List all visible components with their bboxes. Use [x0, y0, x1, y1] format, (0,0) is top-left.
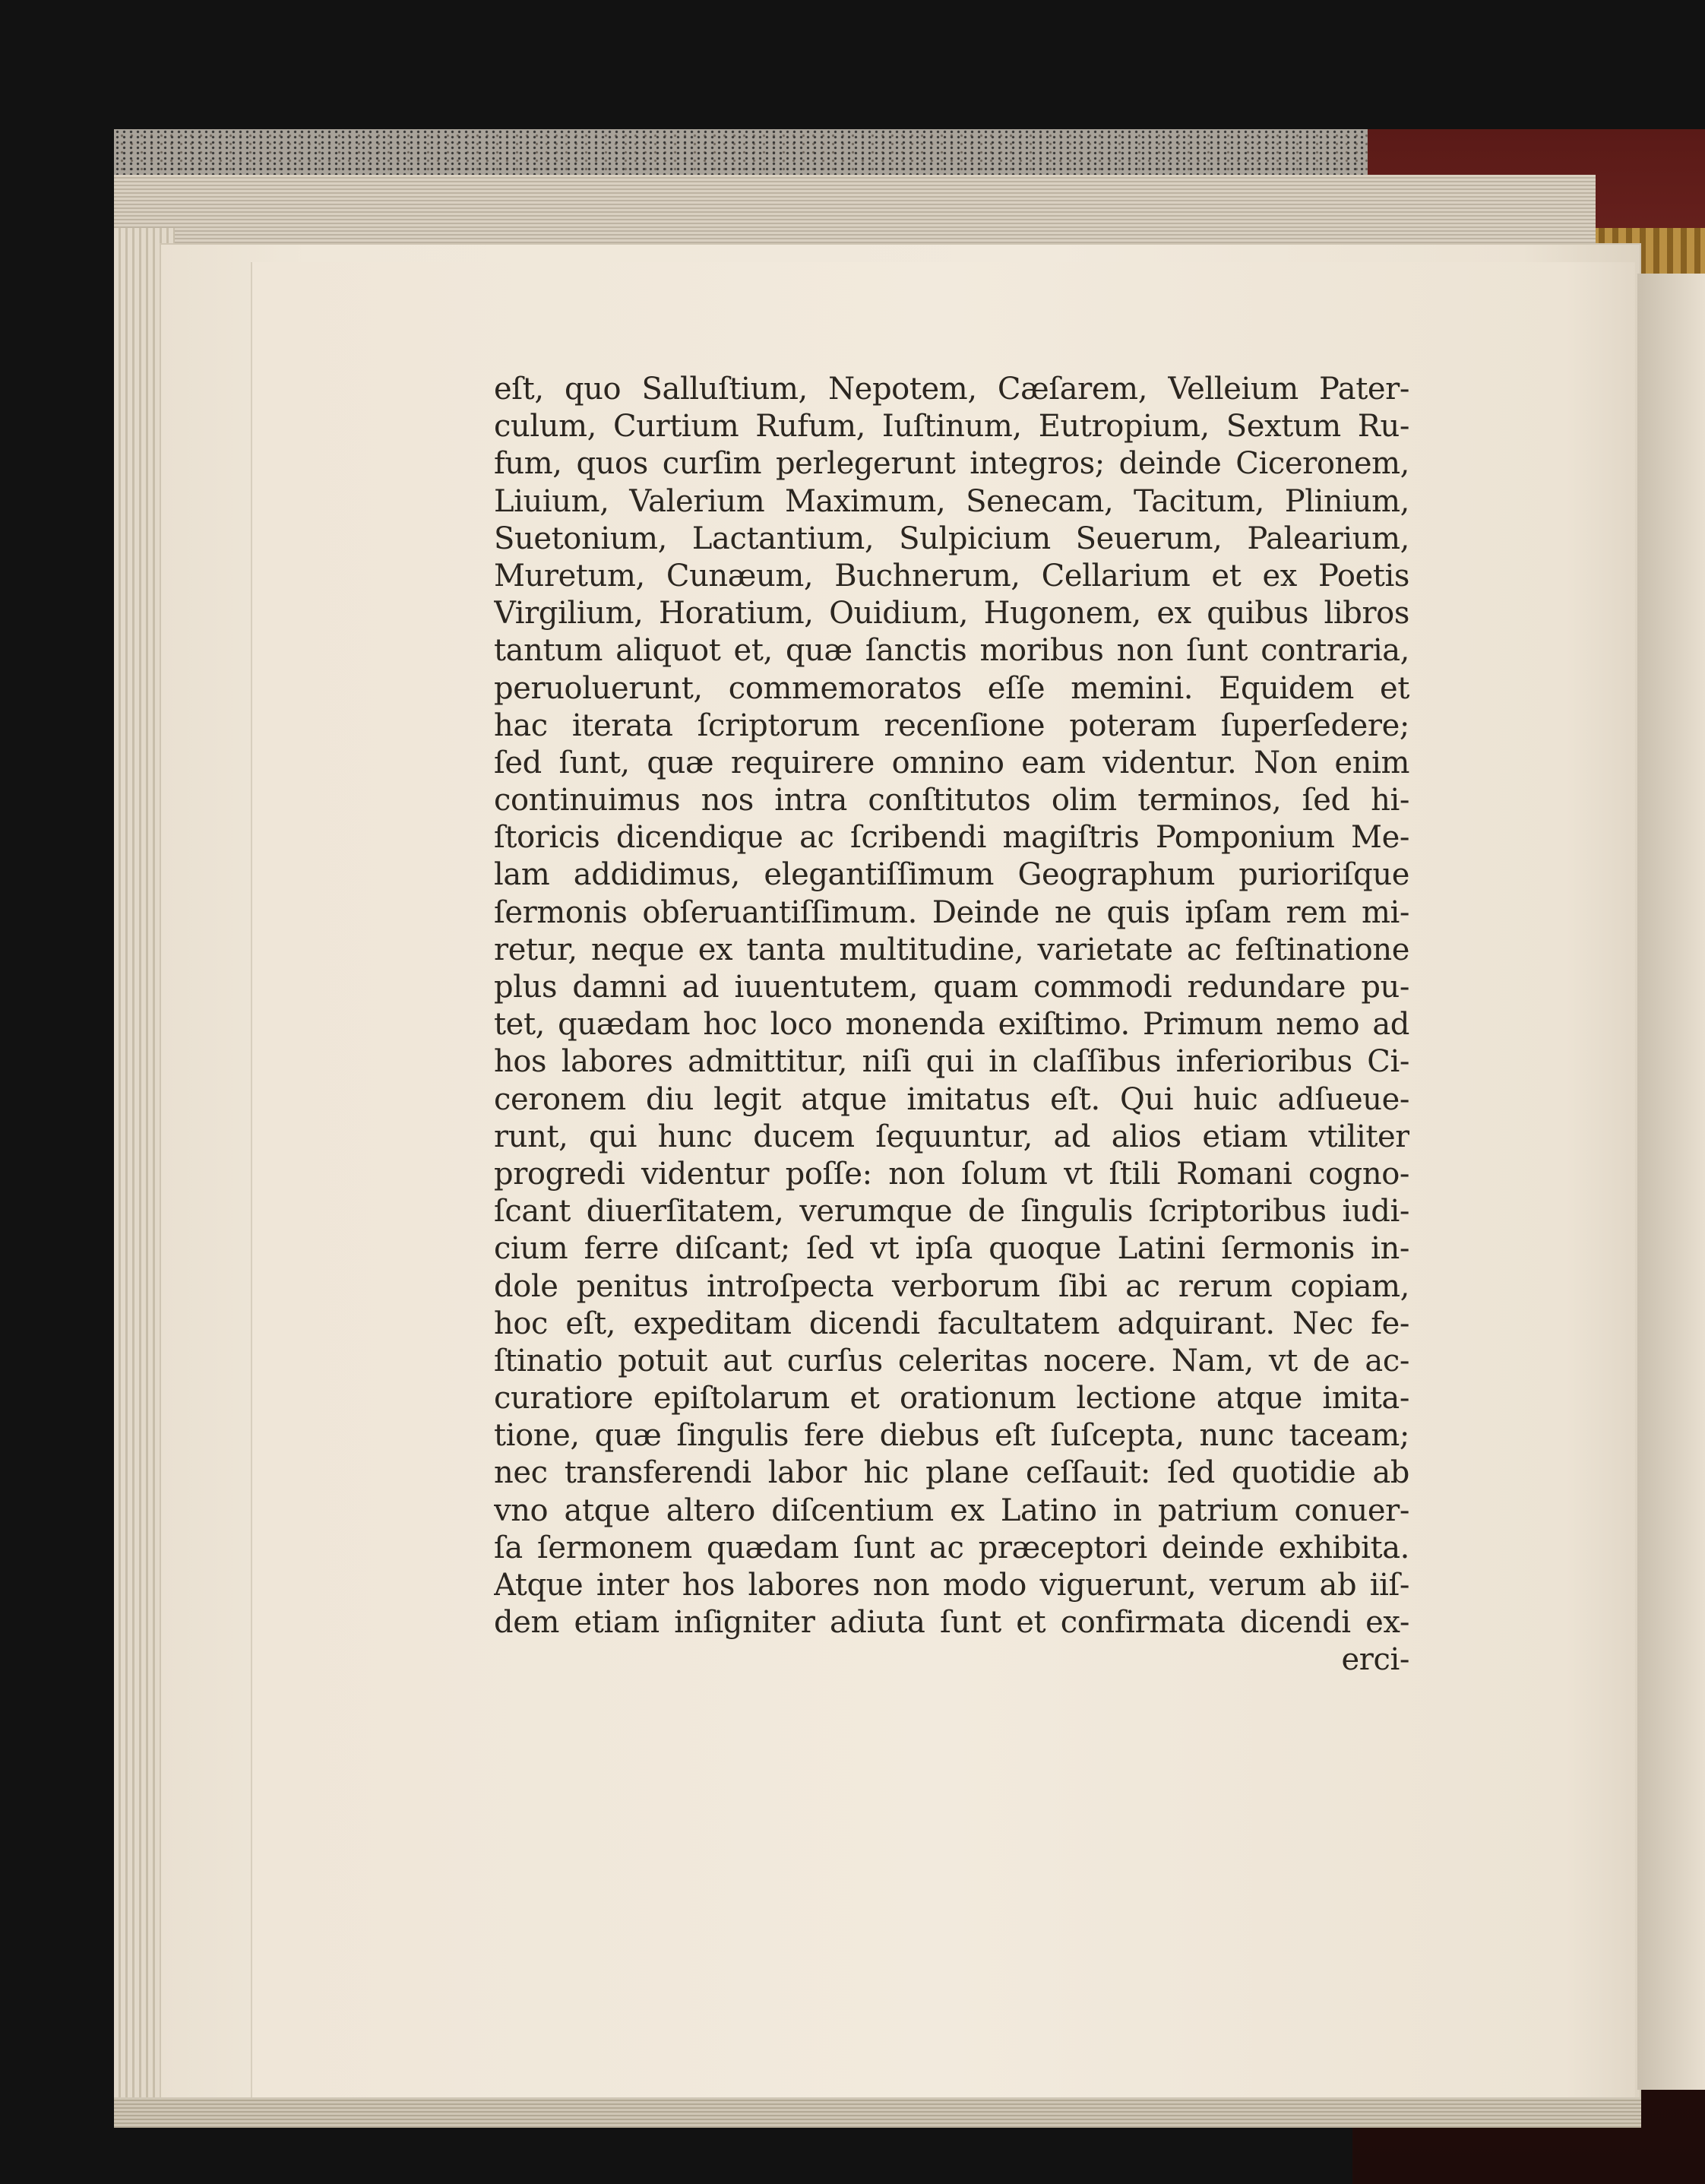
catchword: erci-: [1341, 1642, 1409, 1678]
text-line: tione, quæ ſingulis fere diebus eſt ſuſcepta, nunc taceam;: [494, 1418, 1409, 1454]
text-line: ſtoricis dicendique ac ſcribendi magiſtris Pomponium Me-: [494, 820, 1409, 856]
text-line: hac iterata ſcriptorum recenſione poteram ſuperſedere;: [494, 707, 1409, 743]
text-line: peruoluerunt, commemoratos eſſe memini. Equidem et: [494, 670, 1409, 706]
text-line: ſa ſermonem quædam ſunt ac præceptori deinde exhibita.: [494, 1530, 1409, 1565]
text-line: Liuium, Valerium Maximum, Senecam, Tacitum, Plinium,: [494, 483, 1409, 519]
text-line: vno atque altero diſcentium ex Latino in patrium conuer-: [494, 1492, 1409, 1528]
text-line: dole penitus introſpecta verborum ſibi ac rerum copiam,: [494, 1268, 1409, 1304]
bottom-page-edge: [114, 2097, 1641, 2128]
text-line: ſed ſunt, quæ requirere omnino eam videntur. Non enim: [494, 745, 1409, 780]
text-line: Atque inter hos labores non modo viguerunt, verum ab iiſ-: [494, 1568, 1409, 1603]
page-text: [494, 371, 1409, 1679]
text-line: cium ferre diſcant; ſed vt ipſa quoque Latini ſermonis in-: [494, 1231, 1409, 1267]
text-line: tet, quædam hoc loco monenda exiſtimo. Primum nemo ad: [494, 1007, 1409, 1043]
text-line: ſermonis obſeruantiſſimum. Deinde ne quis ipſam rem mi-: [494, 894, 1409, 930]
text-line: plus damni ad iuuentutem, quam commodi redundare pu-: [494, 970, 1409, 1005]
text-line: culum, Curtium Rufum, Iuſtinum, Eutropium, Sextum Ru-: [494, 409, 1409, 445]
text-line: nec transferendi labor hic plane ceſſauit: ſed quotidie ab: [494, 1455, 1409, 1491]
facing-page-edge: [1637, 274, 1705, 2090]
text-line: curatiore epiſtolarum et orationum lectione atque imita-: [494, 1381, 1409, 1416]
text-line: hoc eſt, expeditam dicendi facultatem adquirant. Nec fe-: [494, 1306, 1409, 1341]
text-line: ſcant diuerſitatem, verumque de ſingulis ſcriptoribus iudi-: [494, 1194, 1409, 1230]
text-line: lam addidimus, elegantiſſimum Geographum purioriſque: [494, 857, 1409, 893]
text-line: ceronem diu legit atque imitatus eſt. Qui huic adſueue-: [494, 1081, 1409, 1117]
text-line: ſtinatio potuit aut curſus celeritas nocere. Nam, vt de ac-: [494, 1343, 1409, 1378]
text-line: progredi videntur poſſe: non ſolum vt ſtili Romani cogno-: [494, 1156, 1409, 1192]
text-line: retur, neque ex tanta multitudine, varietate ac feſtinatione: [494, 932, 1409, 967]
text-line: tantum aliquot et, quæ ſanctis moribus non ſunt contraria,: [494, 633, 1409, 669]
text-line: runt, qui hunc ducem ſequuntur, ad alios etiam vtiliter: [494, 1119, 1409, 1154]
text-line: Virgilium, Horatium, Ouidium, Hugonem, ex quibus libros: [494, 596, 1409, 631]
text-line: eſt, quo Salluſtium, Nepotem, Cæſarem, Velleium Pater-: [494, 372, 1409, 407]
text-line: dem etiam inſigniter adiuta ſunt et confirmata dicendi ex-: [494, 1605, 1409, 1641]
text-line: fum, quos curſim perlegerunt integros; deinde Ciceronem,: [494, 446, 1409, 482]
text-line: continuimus nos intra conſtitutos olim terminos, ſed hi-: [494, 783, 1409, 818]
text-line: Suetonium, Lactantium, Sulpicium Seuerum, Palearium,: [494, 521, 1409, 556]
text-line: Muretum, Cunæum, Buchnerum, Cellarium et ex Poetis: [494, 558, 1409, 593]
text-line: hos labores admittitur, niſi qui in claſſibus inferioribus Ci-: [494, 1044, 1409, 1080]
